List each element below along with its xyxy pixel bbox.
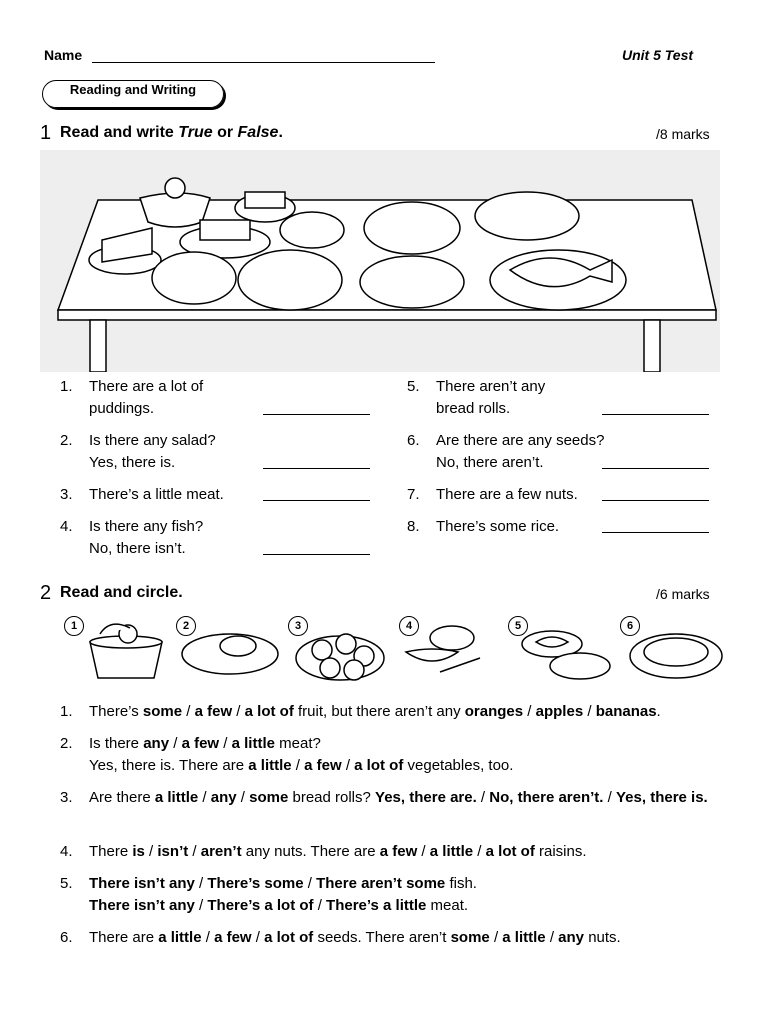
- question-text-line1: There aren’t any: [436, 378, 546, 395]
- answer-option[interactable]: any: [558, 929, 585, 946]
- answer-option[interactable]: a little: [429, 843, 474, 860]
- question-text-part: /: [182, 703, 195, 720]
- question-number: 3.: [60, 789, 73, 806]
- question-text-part: /: [144, 843, 158, 860]
- answer-option[interactable]: isn’t: [157, 843, 189, 860]
- question-text-part: nuts.: [584, 929, 621, 946]
- question-text-part: raisins.: [534, 843, 587, 860]
- answer-option[interactable]: Yes, there are.: [375, 789, 477, 806]
- question-text-line2: puddings.: [89, 400, 155, 417]
- answer-blank-7[interactable]: [602, 500, 709, 501]
- question-number: 6.: [60, 929, 73, 946]
- answer-option[interactable]: a few: [214, 929, 252, 946]
- question-text-part: vegetables, too.: [403, 757, 514, 774]
- question-number: 4.: [60, 518, 73, 535]
- section1-title: [60, 124, 283, 142]
- answer-blank-4[interactable]: [263, 554, 370, 555]
- picture-number-3: 3: [288, 616, 308, 636]
- question-number: 2.: [60, 735, 73, 752]
- answer-option[interactable]: is: [132, 843, 145, 860]
- question-text-part: any nuts. There are: [241, 843, 380, 860]
- answer-option[interactable]: There isn’t any: [89, 875, 195, 892]
- question-text-part: /: [201, 929, 215, 946]
- question-text-part: /: [291, 757, 305, 774]
- answer-blank-8[interactable]: [602, 532, 709, 533]
- circle-question-4: [60, 841, 740, 863]
- question-text[interactable]: [89, 787, 719, 809]
- question-number: 7.: [407, 486, 420, 503]
- question-text-part: Are there: [89, 789, 155, 806]
- question-text-part: /: [545, 929, 559, 946]
- question-text-part: /: [194, 897, 208, 914]
- answer-option[interactable]: There isn’t any: [89, 897, 195, 914]
- section2-marks: /6 marks: [656, 586, 710, 602]
- question-text-part: /: [232, 703, 245, 720]
- question-text-part: /: [236, 789, 250, 806]
- question-text-part: fruit, but there aren’t any: [293, 703, 465, 720]
- answer-option[interactable]: apples: [535, 703, 584, 720]
- question-text-line1: There are a few nuts.: [436, 486, 578, 503]
- question-text-part: Is there: [89, 735, 144, 752]
- question-text-part: There are: [89, 929, 159, 946]
- question-text-line2: Yes, there is.: [89, 454, 176, 471]
- question-number: 2.: [60, 432, 73, 449]
- answer-option[interactable]: a little: [231, 735, 275, 752]
- question-text-line1: There are a lot of: [89, 378, 204, 395]
- question-number: 3.: [60, 486, 73, 503]
- question-text-part: /: [417, 843, 430, 860]
- answer-blank-6[interactable]: [602, 468, 709, 469]
- answer-option[interactable]: a lot of: [485, 843, 535, 860]
- section2-title: Read and circle.: [60, 584, 183, 601]
- answer-option[interactable]: a little: [158, 929, 202, 946]
- question-text-line2: No, there aren’t.: [436, 454, 544, 471]
- answer-option[interactable]: There aren’t some: [316, 875, 446, 892]
- question-text-part: /: [489, 929, 503, 946]
- name-answer-line[interactable]: [92, 62, 435, 63]
- answer-option[interactable]: a lot of: [354, 757, 404, 774]
- answer-option[interactable]: Yes, there is.: [616, 789, 708, 806]
- answer-option[interactable]: any: [143, 735, 170, 752]
- section1-title-part: or: [212, 124, 238, 141]
- picture-number-1: 1: [64, 616, 84, 636]
- question-text-part: /: [219, 735, 232, 752]
- answer-option[interactable]: a few: [379, 843, 418, 860]
- section1-title-part: Read and write: [60, 124, 179, 141]
- question-number: 4.: [60, 843, 73, 860]
- question-text-part: bread rolls?: [288, 789, 376, 806]
- answer-option[interactable]: There’s a little: [326, 897, 427, 914]
- tf-question-3: [60, 484, 390, 506]
- answer-blank-5[interactable]: [602, 414, 709, 415]
- section-label-pill: Reading and Writing: [42, 80, 224, 108]
- question-number: 5.: [407, 378, 420, 395]
- circle-question-6: [60, 927, 740, 949]
- answer-blank-1[interactable]: [263, 414, 370, 415]
- answer-option[interactable]: some: [142, 703, 183, 720]
- unit-title: Unit 5 Test: [622, 47, 694, 63]
- question-text-line2: No, there isn’t.: [89, 540, 186, 557]
- question-text-line2: bread rolls.: [436, 400, 511, 417]
- question-text-part: /: [194, 875, 208, 892]
- answer-option[interactable]: some: [249, 789, 289, 806]
- section1-marks: /8 marks: [656, 126, 710, 142]
- answer-option[interactable]: aren’t: [200, 843, 242, 860]
- question-text-part: meat.: [426, 897, 469, 914]
- question-text-part: /: [198, 789, 211, 806]
- section1-title-part: False: [237, 124, 279, 141]
- section1-title-part: .: [278, 124, 283, 141]
- question-text[interactable]: [89, 841, 719, 863]
- question-text[interactable]: [89, 873, 719, 895]
- question-text-line2[interactable]: [89, 755, 719, 777]
- question-text-part: seeds. There aren’t: [313, 929, 451, 946]
- tf-question-8: [407, 516, 727, 538]
- question-text-part: /: [476, 789, 490, 806]
- circle-question-1: [60, 701, 740, 723]
- question-text[interactable]: [89, 927, 719, 949]
- question-text[interactable]: [89, 733, 719, 755]
- answer-option[interactable]: a little: [248, 757, 292, 774]
- question-text-part: Yes, there is. There are: [89, 757, 249, 774]
- answer-option[interactable]: There’s a lot of: [207, 897, 314, 914]
- circle-question-2: [60, 733, 740, 777]
- answer-option[interactable]: a lot of: [244, 703, 294, 720]
- question-text-part: /: [583, 703, 596, 720]
- question-text-part: /: [473, 843, 486, 860]
- question-text-part: /: [313, 897, 327, 914]
- picture-number-4: 4: [399, 616, 419, 636]
- question-text-part: meat?: [274, 735, 321, 752]
- section2-number: 2: [40, 582, 52, 604]
- question-number: 6.: [407, 432, 420, 449]
- question-text-part: There: [89, 843, 133, 860]
- question-text-part: /: [169, 735, 182, 752]
- question-text-part: /: [523, 703, 536, 720]
- answer-option[interactable]: bananas: [595, 703, 657, 720]
- answer-option[interactable]: a few: [304, 757, 342, 774]
- answer-option[interactable]: There’s some: [207, 875, 304, 892]
- answer-option[interactable]: a little: [154, 789, 199, 806]
- question-text-part: There’s: [89, 703, 143, 720]
- question-text-line1: There’s some rice.: [436, 518, 560, 535]
- circle-question-5: [60, 873, 740, 917]
- answer-blank-2[interactable]: [263, 468, 370, 469]
- circle-question-3: [60, 787, 740, 831]
- question-text-part: /: [188, 843, 201, 860]
- answer-option[interactable]: any: [210, 789, 237, 806]
- answer-option[interactable]: some: [450, 929, 490, 946]
- question-text[interactable]: [89, 701, 719, 723]
- question-text-line1: Is there any fish?: [89, 518, 204, 535]
- question-text-line2[interactable]: [89, 895, 719, 917]
- name-label: Name: [44, 47, 83, 63]
- question-number: 1.: [60, 703, 73, 720]
- question-number: 8.: [407, 518, 420, 535]
- question-text-part: /: [603, 789, 616, 806]
- answer-option[interactable]: a few: [194, 703, 233, 720]
- answer-blank-3[interactable]: [263, 500, 370, 501]
- picture-number-6: 6: [620, 616, 640, 636]
- section1-number: 1: [40, 122, 52, 144]
- question-number: 5.: [60, 875, 73, 892]
- picture-number-2: 2: [176, 616, 196, 636]
- question-text-part: fish.: [445, 875, 477, 892]
- food-table-illustration: [40, 150, 720, 372]
- answer-option[interactable]: a lot of: [264, 929, 314, 946]
- question-text-line1: Is there any salad?: [89, 432, 216, 449]
- question-text-part: /: [303, 875, 317, 892]
- question-text-part: .: [656, 703, 661, 720]
- tf-question-7: [407, 484, 727, 506]
- question-text-line1: There’s a little meat.: [89, 486, 224, 503]
- answer-option[interactable]: oranges: [464, 703, 524, 720]
- answer-option[interactable]: a little: [502, 929, 546, 946]
- question-text-line1: Are there are any seeds?: [436, 432, 605, 449]
- answer-option[interactable]: No, there aren’t.: [489, 789, 604, 806]
- question-text-part: /: [251, 929, 265, 946]
- question-number: 1.: [60, 378, 73, 395]
- section1-title-part: True: [178, 124, 213, 141]
- picture-number-5: 5: [508, 616, 528, 636]
- answer-option[interactable]: a few: [181, 735, 220, 752]
- question-text-part: /: [341, 757, 355, 774]
